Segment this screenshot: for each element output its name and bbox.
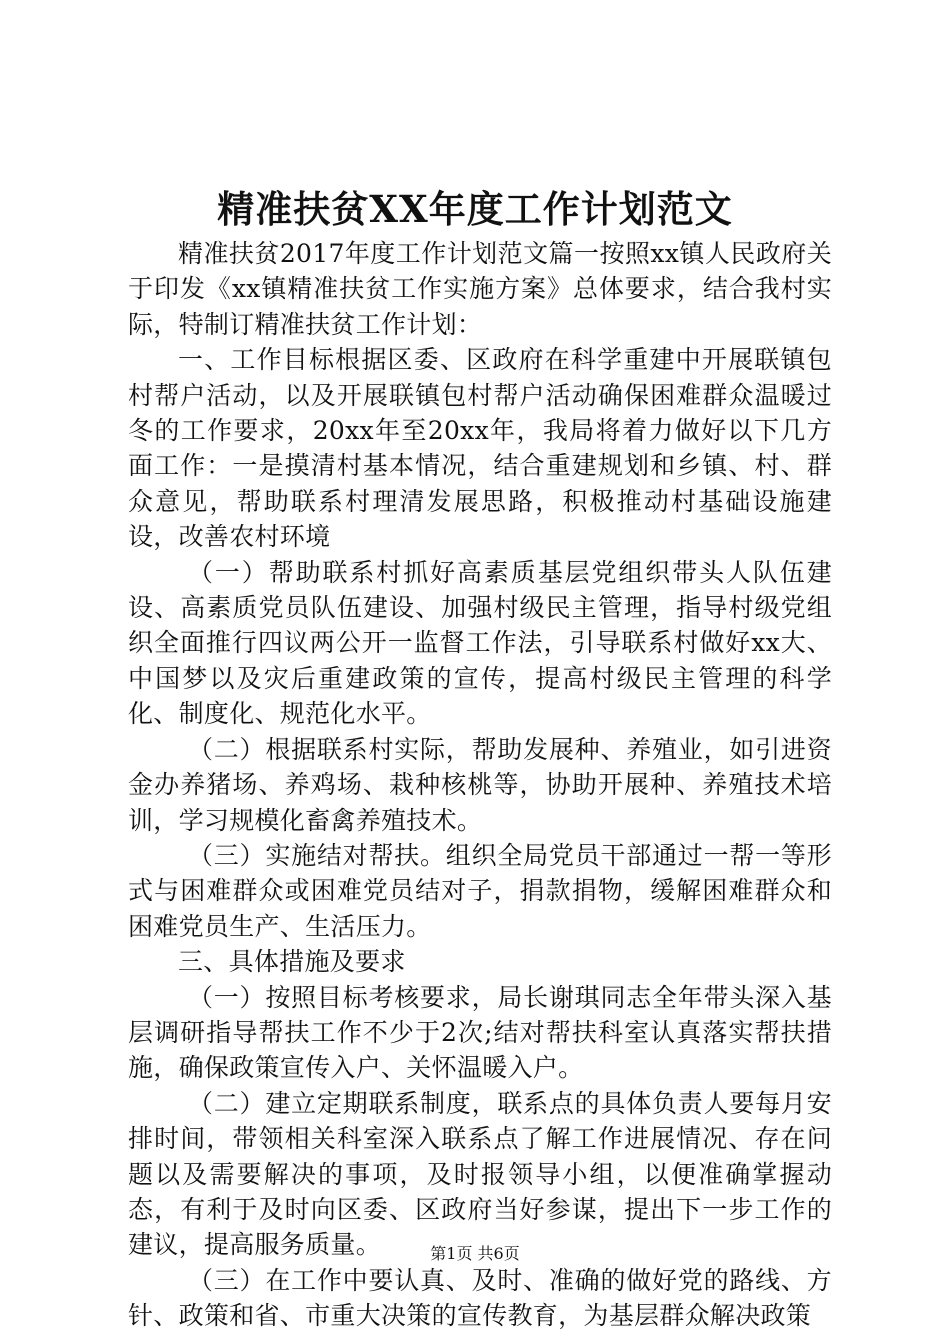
paragraph-item-2: （二）根据联系村实际，帮助发展种、养殖业，如引进资金办养猪场、养鸡场、栽种核桃等，协助开展种、养殖技术培训，学习规模化畜禽养殖技术。 bbox=[128, 734, 832, 835]
paragraph-measure-2: （二）建立定期联系制度，联系点的具体负责人要每月安排时间，带领相关科室深入联系点了解工作进展情况、存在问题以及需要解决的事项，及时报领导小组，以便准确掌握动态，有利于及时向区委、区政府当好参谋，提出下一步工作的建议，提高服务质量。 bbox=[128, 1088, 832, 1260]
paragraph-measure-3: （三）在工作中要认真、及时、准确的做好党的路线、方针、政策和省、市重大决策的宣传教育，为基层群众解决政策 bbox=[128, 1265, 832, 1331]
paragraph-item-1: （一）帮助联系村抓好高素质基层党组织带头人队伍建设、高素质党员队伍建设、加强村级民主管理，指导村级党组织全面推行四议两公开一监督工作法，引导联系村做好xx大、中国梦以及灾后重建政策的宣传，提高村级民主管理的科学化、制度化、规范化水平。 bbox=[128, 557, 832, 729]
paragraph-intro: 精准扶贫2017年度工作计划范文篇一按照xx镇人民政府关于印发《xx镇精准扶贫工作实施方案》总体要求，结合我村实际，特制订精准扶贫工作计划： bbox=[128, 239, 832, 339]
page-number-footer: 第1页 共6页 bbox=[430, 1244, 520, 1263]
paragraph-section-three-heading: 三、具体措施及要求 bbox=[178, 947, 406, 977]
document-body bbox=[128, 236, 832, 1334]
paragraph-measure-1: （一）按照目标考核要求，局长谢琪同志全年带头深入基层调研指导帮扶工作不少于2次;结对帮扶科室认真落实帮扶措施，确保政策宣传入户、关怀温暖入户。 bbox=[128, 982, 832, 1083]
document-title: 精准扶贫XX年度工作计划范文 bbox=[217, 187, 733, 231]
paragraph-section-one: 一、工作目标根据区委、区政府在科学重建中开展联镇包村帮户活动，以及开展联镇包村帮户活动确保困难群众温暖过冬的工作要求，20xx年至20xx年，我局将着力做好以下几方面工作：一是摸清村基本情况，结合重建规划和乡镇、村、群众意见，帮助联系村理清发展思路，积极推动村基础设施建设，改善农村环境 bbox=[128, 345, 832, 552]
paragraph-item-3: （三）实施结对帮扶。组织全局党员干部通过一帮一等形式与困难群众或困难党员结对子，捐款捐物，缓解困难群众和困难党员生产、生活压力。 bbox=[128, 840, 832, 941]
